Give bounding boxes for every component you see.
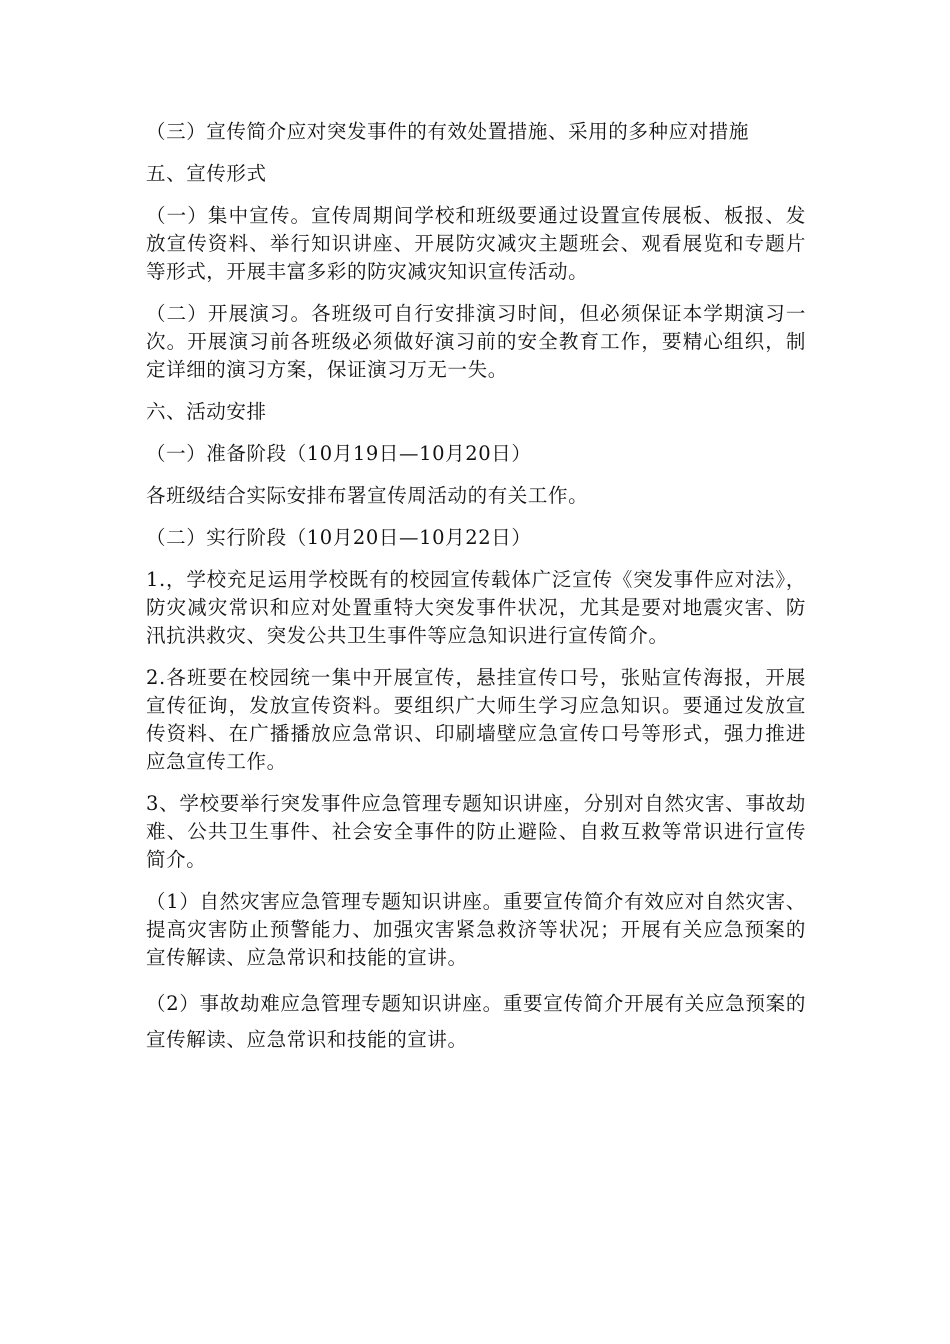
- section-heading-6: 六、活动安排: [146, 400, 267, 423]
- paragraph-6-1-body: 各班级结合实际安排布署宣传周活动的有关工作。: [146, 484, 589, 507]
- paragraph-6-2-item-3: 3、学校要举行突发事件应急管理专题知识讲座，分别对自然灾害、事故劫难、公共卫生事件、社会安全事件的防止避险、自救互救等常识进行宣传简介。: [146, 792, 806, 871]
- document-page: [146, 118, 806, 1072]
- paragraph-lecture-2: （2）事故劫难应急管理专题知识讲座。重要宣传简介开展有关应急预案的宣传解读、应急常识和技能的宣讲。: [146, 992, 806, 1051]
- paragraph-6-2-item-1: 1.，学校充足运用学校既有的校园宣传载体广泛宣传《突发事件应对法》，防灾减灾常识和应对处置重特大突发事件状况，尤其是要对地震灾害、防汛抗洪救灾、突发公共卫生事件等应急知识进行宣传简介。: [146, 568, 806, 647]
- paragraph-6-1: （一）准备阶段（10月19日—10月20日）: [146, 442, 532, 465]
- paragraph-6-2-item-2: 2.各班要在校园统一集中开展宣传，悬挂宣传口号，张贴宣传海报，开展宣传征询，发放宣传资料。要组织广大师生学习应急知识。要通过发放宣传资料、在广播播放应急常识、印刷墙壁应急宣传口号等形式，强力推进应急宣传工作。: [146, 666, 806, 773]
- paragraph-5-2: （二）开展演习。各班级可自行安排演习时间，但必须保证本学期演习一次。开展演习前各班级必须做好演习前的安全教育工作，要精心组织，制定详细的演习方案，保证演习万无一失。: [146, 302, 806, 381]
- paragraph-lecture-1: （1）自然灾害应急管理专题知识讲座。重要宣传简介有效应对自然灾害、提高灾害防止预警能力、加强灾害紧急救济等状况；开展有关应急预案的宣传解读、应急常识和技能的宣讲。: [146, 890, 806, 969]
- paragraph-6-2: （二）实行阶段（10月20日—10月22日）: [146, 526, 532, 549]
- section-heading-5: 五、宣传形式: [146, 162, 267, 185]
- paragraph-3-3: （三）宣传简介应对突发事件的有效处置措施、采用的多种应对措施: [146, 120, 750, 143]
- paragraph-5-1: （一）集中宣传。宣传周期间学校和班级要通过设置宣传展板、板报、发放宣传资料、举行知识讲座、开展防灾减灾主题班会、观看展览和专题片等形式，开展丰富多彩的防灾减灾知识宣传活动。: [146, 204, 806, 283]
